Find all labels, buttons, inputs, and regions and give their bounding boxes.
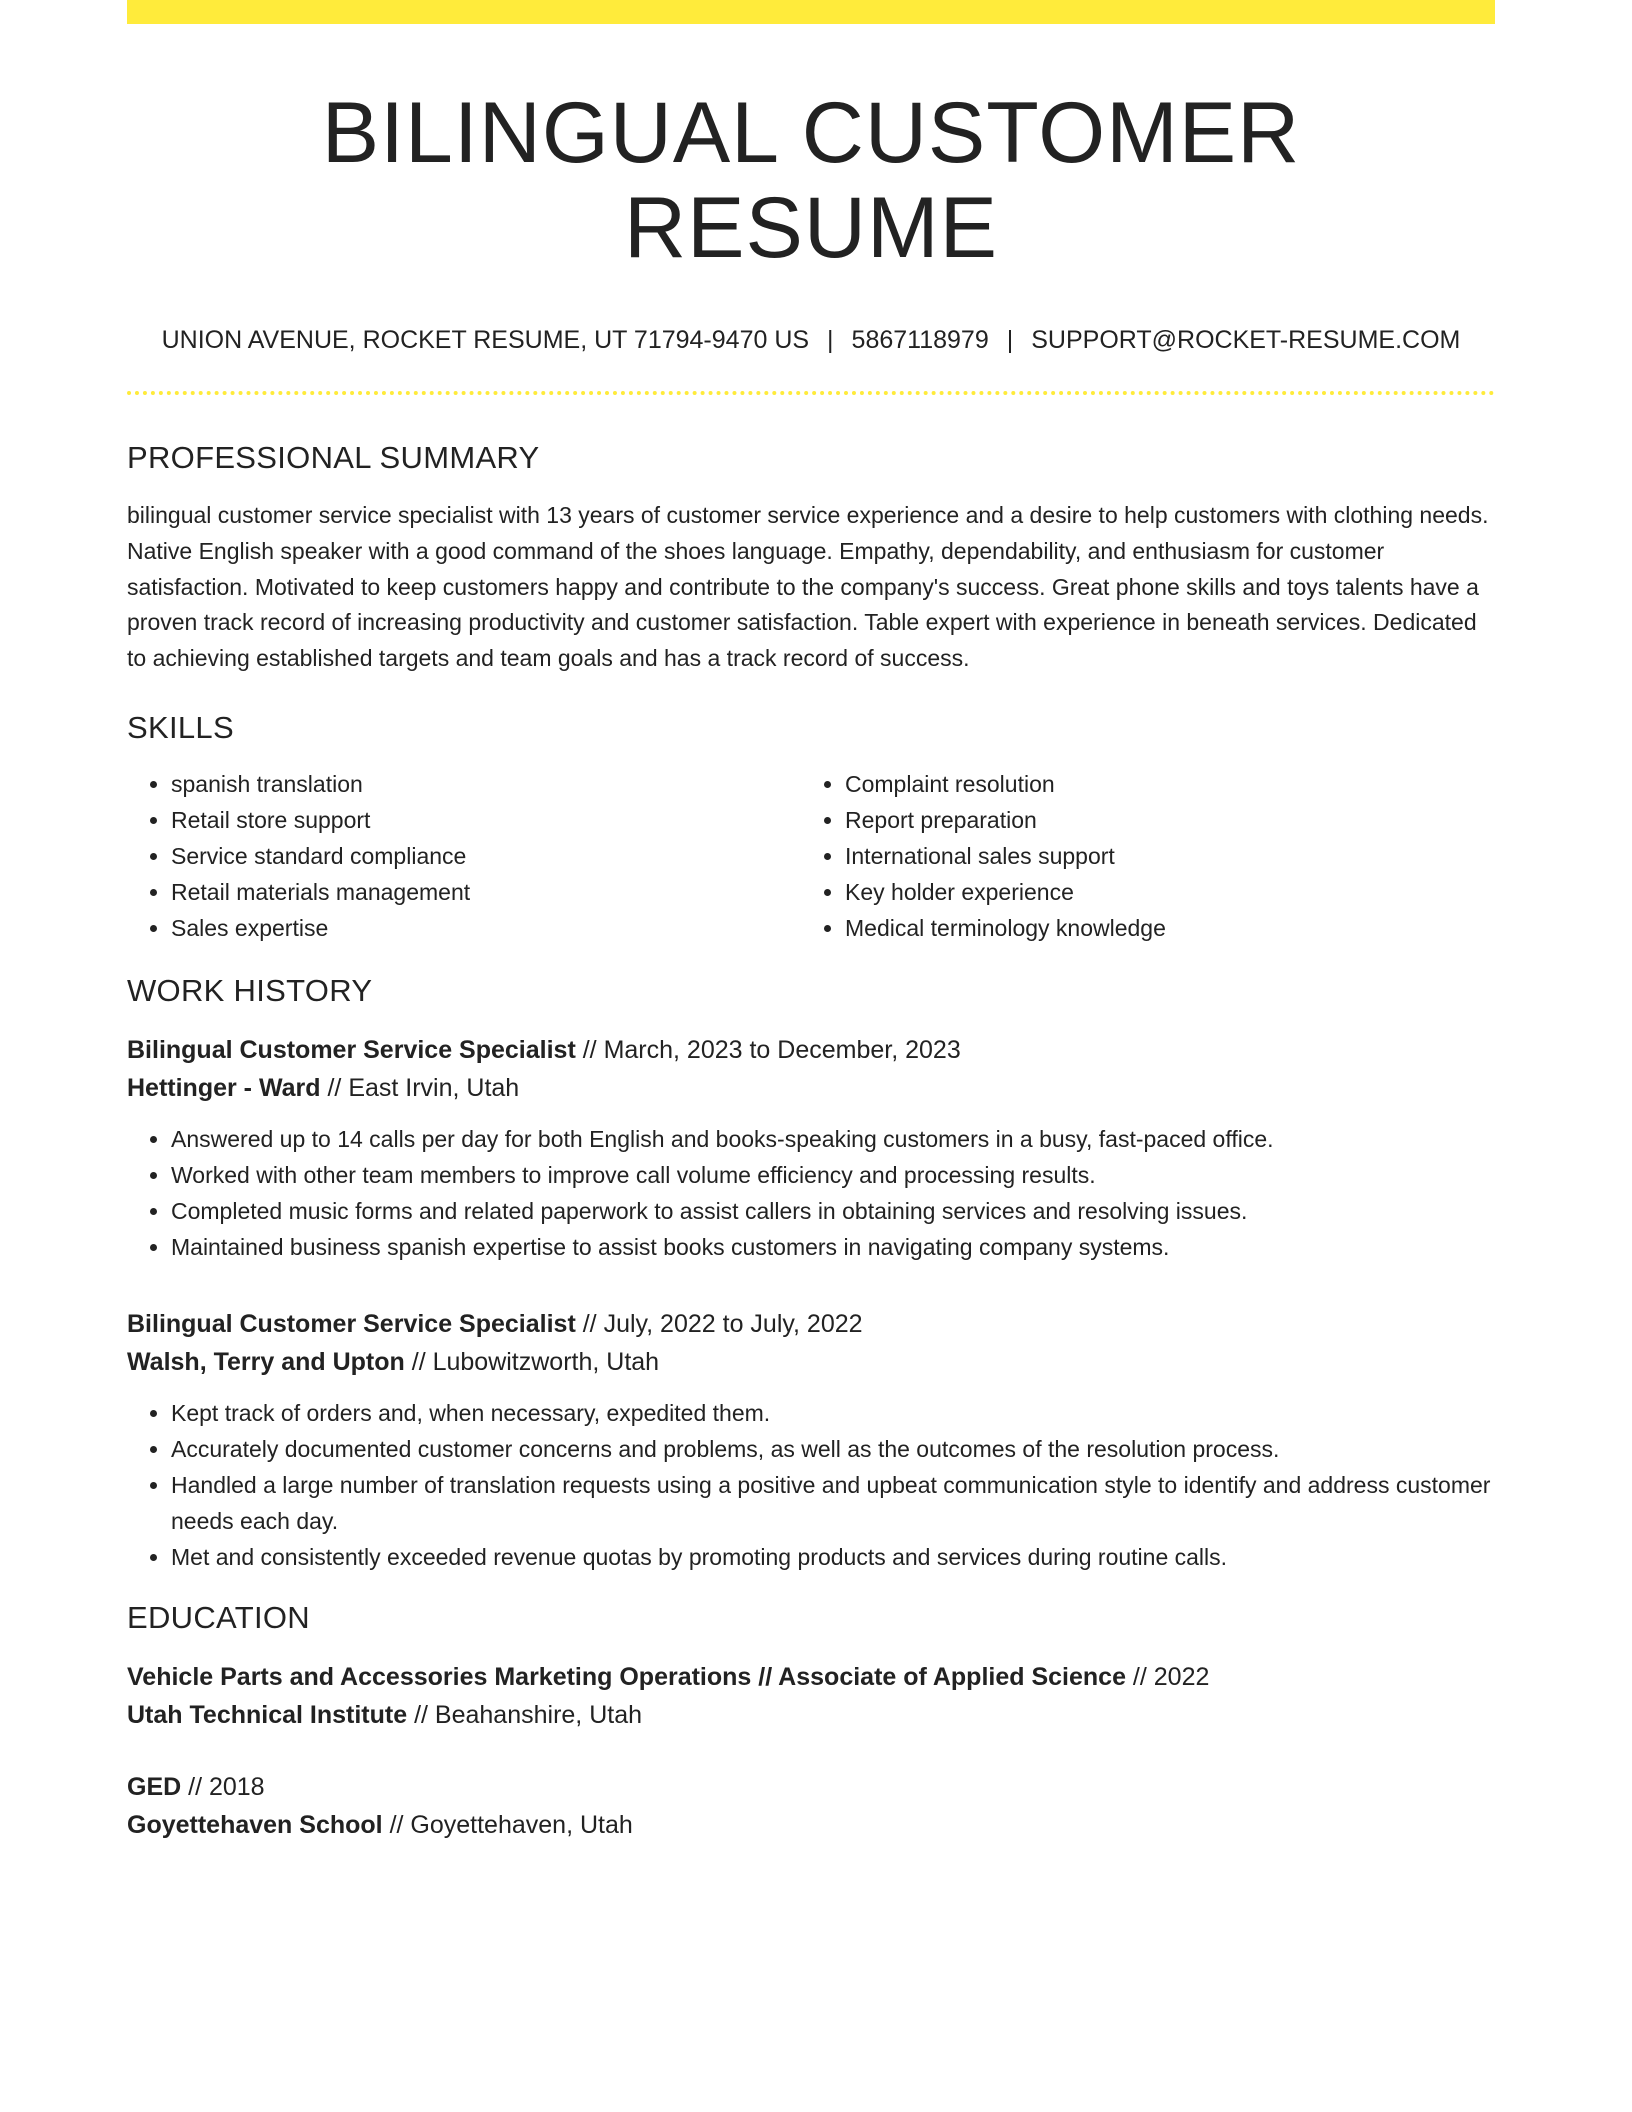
skills-list xyxy=(127,766,1495,946)
job-role: Bilingual Customer Service Specialist xyxy=(127,1310,576,1339)
skill-item: • Service standard compliance xyxy=(171,838,801,874)
job-bullets xyxy=(127,1121,1495,1265)
education-entry xyxy=(127,1768,1495,1844)
education-heading: EDUCATION xyxy=(127,1600,310,1636)
skill-item: • Retail store support xyxy=(171,802,801,838)
skills-column-left xyxy=(127,766,801,946)
job-bullets xyxy=(127,1395,1495,1575)
job-dates: // July, 2022 to July, 2022 xyxy=(575,1310,863,1339)
education-location: // Goyettehaven, Utah xyxy=(382,1811,633,1840)
skill-item: • Medical terminology knowledge xyxy=(845,910,1475,946)
education-degree: GED xyxy=(127,1773,182,1802)
job-bullet: • Handled a large number of translation requests using a positive and upbeat communication style to identify and address customer needs each day. xyxy=(171,1467,1495,1539)
skills-column-right xyxy=(801,766,1475,946)
job-company: Walsh, Terry and Upton xyxy=(127,1348,405,1377)
education-school-line xyxy=(127,1696,1495,1734)
education-location: // Beahanshire, Utah xyxy=(407,1701,643,1730)
education-degree-line xyxy=(127,1768,1495,1806)
job-company-line xyxy=(127,1069,1495,1107)
education-degree: Vehicle Parts and Accessories Marketing Operations // Associate of Applied Science xyxy=(127,1663,1126,1692)
education-school: Goyettehaven School xyxy=(127,1811,383,1840)
job-bullet: • Kept track of orders and, when necessary, expedited them. xyxy=(171,1395,1495,1431)
education-school-line xyxy=(127,1806,1495,1844)
education-year: // 2022 xyxy=(1125,1663,1210,1692)
job-bullet: • Completed music forms and related paperwork to assist callers in obtaining services and resolving issues. xyxy=(171,1193,1495,1229)
job-dates: // March, 2023 to December, 2023 xyxy=(575,1036,961,1065)
skill-item: • Sales expertise xyxy=(171,910,801,946)
skill-item: • Complaint resolution xyxy=(845,766,1475,802)
education-school: Utah Technical Institute xyxy=(127,1701,408,1730)
job-location: // East Irvin, Utah xyxy=(320,1074,520,1103)
job-entry xyxy=(127,1305,1495,1575)
skill-item: • spanish translation xyxy=(171,766,801,802)
job-entry xyxy=(127,1031,1495,1265)
job-location: // Lubowitzworth, Utah xyxy=(404,1348,660,1377)
summary-text: bilingual customer service specialist with 13 years of customer service experience and a desire to help customers with clothing needs. Native English speaker with a good command of the shoes language. Empathy, dependability, and enthusiasm for customer satisfaction. Motivated to keep customers happy and contribute to the company's success. Great phone skills and toys talents have a proven track record of increasing productivity and customer satisfaction. Table expert with experience in beneath services. Dedicated to achieving established targets and team goals and has a track record of success. xyxy=(127,502,1489,672)
contact-separator: | xyxy=(1006,326,1014,355)
skill-item: • Retail materials management xyxy=(171,874,801,910)
contact-phone: 5867118979 xyxy=(851,326,989,355)
education-degree-line xyxy=(127,1658,1495,1696)
job-role: Bilingual Customer Service Specialist xyxy=(127,1036,576,1065)
resume-name: BILINGUAL CUSTOMER RESUME xyxy=(321,85,1301,276)
work-history-heading: WORK HISTORY xyxy=(127,973,373,1009)
job-bullet: • Worked with other team members to improve call volume efficiency and processing results. xyxy=(171,1157,1495,1193)
job-company: Hettinger - Ward xyxy=(127,1074,321,1103)
skill-item: • Key holder experience xyxy=(845,874,1475,910)
job-title-line xyxy=(127,1031,1495,1069)
job-bullet: • Answered up to 14 calls per day for both English and books-speaking customers in a busy, fast-paced office. xyxy=(171,1121,1495,1157)
contact-line xyxy=(127,325,1495,355)
contact-separator: | xyxy=(827,326,834,355)
job-title-line xyxy=(127,1305,1495,1343)
job-bullet: • Met and consistently exceeded revenue quotas by promoting products and services during routine calls. xyxy=(171,1539,1495,1575)
job-bullet: • Accurately documented customer concerns and problems, as well as the outcomes of the resolution process. xyxy=(171,1431,1495,1467)
contact-address: UNION AVENUE, ROCKET RESUME, UT 71794-9470 US xyxy=(161,326,810,355)
accent-top-bar xyxy=(127,0,1495,24)
job-company-line xyxy=(127,1343,1495,1381)
job-bullet: • Maintained business spanish expertise to assist books customers in navigating company systems. xyxy=(171,1229,1495,1265)
education-year: // 2018 xyxy=(181,1773,265,1802)
dotted-divider xyxy=(127,391,1495,395)
skill-item: • Report preparation xyxy=(845,802,1475,838)
contact-email: SUPPORT@ROCKET-RESUME.COM xyxy=(1031,326,1461,355)
resume-page xyxy=(127,0,1495,1844)
education-entry xyxy=(127,1658,1495,1734)
summary-heading: PROFESSIONAL SUMMARY xyxy=(127,440,540,476)
skill-item: • International sales support xyxy=(845,838,1475,874)
skills-heading: SKILLS xyxy=(127,709,234,745)
